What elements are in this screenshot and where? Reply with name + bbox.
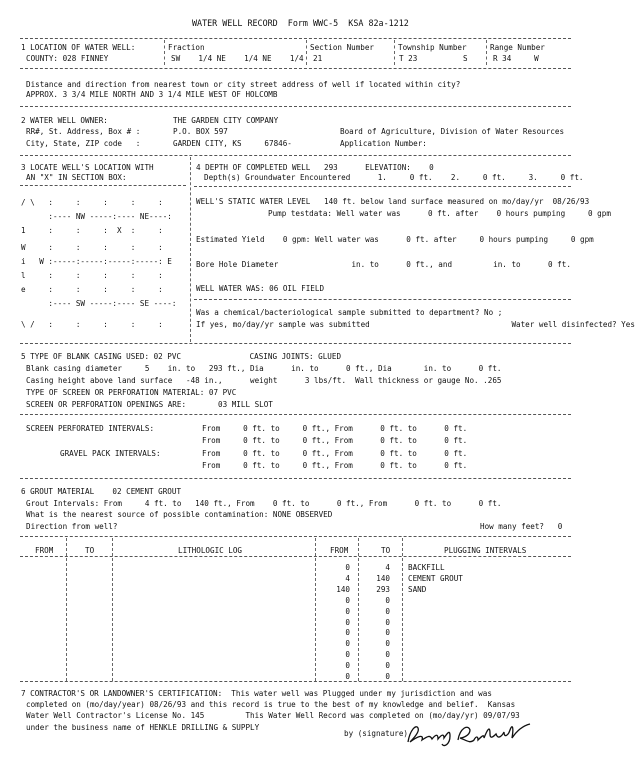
section-label: Section Number <box>310 43 375 52</box>
locate-label: 3 LOCATE WELL'S LOCATION WITH <box>21 163 154 172</box>
township-label: Township Number <box>398 43 467 52</box>
plug-row-from: 0 <box>345 650 350 659</box>
divider <box>20 414 571 415</box>
signature <box>404 720 534 750</box>
divider <box>20 681 571 682</box>
plug-row-from: 0 <box>345 618 350 627</box>
plug-row-from: 0 <box>345 563 350 572</box>
section-grid-row: l : : : : : <box>21 271 163 280</box>
plug-row-to: 0 <box>385 639 390 648</box>
chemical-sample-line: Was a chemical/bacteriological sample submitted to department? No ; <box>196 308 503 317</box>
owner-label: 2 WATER WELL OWNER: <box>21 116 108 125</box>
plug-header-intervals: PLUGGING INTERVALS <box>444 546 527 555</box>
plug-row-to: 0 <box>385 650 390 659</box>
divider <box>315 538 316 681</box>
interval-row: From 0 ft. to 0 ft., From 0 ft. to 0 ft. <box>202 461 468 470</box>
section-grid-row: :---- NW -----:---- NE----: <box>21 212 172 221</box>
plug-row-to: 0 <box>385 661 390 670</box>
yield-line: Estimated Yield 0 gpm: Well water was 0 ft. after 0 hours pumping 0 gpm <box>196 235 594 244</box>
divider <box>486 40 487 65</box>
plug-row-description: SAND <box>408 585 427 594</box>
city-value: GARDEN CITY, KS 67846- <box>173 139 292 148</box>
section-grid-row: e : : : : : <box>21 285 163 294</box>
certification-line: 7 CONTRACTOR'S OR LANDOWNER'S CERTIFICATION: This water well was Plugged under my jurisdiction and was <box>21 689 492 698</box>
divider <box>20 155 571 156</box>
divider <box>66 538 67 681</box>
plug-row-to: 140 <box>376 574 390 583</box>
plug-row-to: 4 <box>385 563 390 572</box>
signature-label: by (signature) <box>344 729 409 738</box>
plug-row-to: 0 <box>385 596 390 605</box>
section-grid-row: :---- SW -----:---- SE ----: <box>21 299 177 308</box>
certification-line: Water Well Contractor's License No. 145 This Water Well Record was completed on (mo/day/yr) 09/07/93 <box>26 711 520 720</box>
direction-line: Direction from well? <box>26 522 118 531</box>
casing-height-line: Casing height above land surface -48 in., weight 3 lbs/ft. Wall thickness or gauge No. .265 <box>26 376 502 385</box>
section-grid-row: W : : : : : <box>21 243 163 252</box>
divider <box>358 538 359 681</box>
divider <box>112 538 113 681</box>
divider <box>20 536 571 537</box>
board-label: Board of Agriculture, Division of Water Resources <box>340 127 565 136</box>
screen-intervals-label: SCREEN PERFORATED INTERVALS: <box>26 424 155 433</box>
divider <box>402 538 403 681</box>
section-grid-row: / \ : : : : : <box>21 198 163 207</box>
city-label: City, State, ZIP code : <box>26 139 141 148</box>
log-header-to: TO <box>85 546 95 555</box>
plug-row-to: 0 <box>385 607 390 616</box>
static-level-line: WELL'S STATIC WATER LEVEL 140 ft. below land surface measured on mo/day/yr 08/26/93 <box>196 197 590 206</box>
divider <box>20 68 571 69</box>
divider <box>20 556 571 557</box>
interval-row: From 0 ft. to 0 ft., From 0 ft. to 0 ft. <box>202 436 468 445</box>
divider <box>194 299 571 300</box>
plug-row-description: BACKFILL <box>408 563 445 572</box>
fraction-label: Fraction <box>168 43 205 52</box>
owner-value: THE GARDEN CITY COMPANY <box>173 116 279 125</box>
county-value: COUNTY: 028 FINNEY <box>26 54 109 63</box>
well-use-line: WELL WATER WAS: 06 OIL FIELD <box>196 284 325 293</box>
openings-line: SCREEN OR PERFORATION OPENINGS ARE: 03 MILL SLOT <box>26 400 273 409</box>
plug-header-from: FROM <box>330 546 349 555</box>
address-label: RR#, St. Address, Box # : <box>26 127 141 136</box>
range-label: Range Number <box>490 43 545 52</box>
chemical-sample-line-2: If yes, mo/day/yr sample was submitted Water well disinfected? Yes <box>196 320 635 329</box>
locate-label-2: AN "X" IN SECTION BOX: <box>26 173 127 182</box>
plug-row-from: 0 <box>345 596 350 605</box>
divider <box>190 157 191 342</box>
grout-material-line: 6 GROUT MATERIAL 02 CEMENT GROUT <box>21 487 182 496</box>
divider <box>20 106 571 107</box>
gravel-intervals-label: GRAVEL PACK INTERVALS: <box>60 449 161 458</box>
plug-row-from: 0 <box>345 607 350 616</box>
plug-header-to: TO <box>381 546 391 555</box>
plug-row-from: 0 <box>345 672 350 681</box>
divider <box>164 40 165 65</box>
log-header-lithologic: LITHOLOGIC LOG <box>178 546 243 555</box>
depth-line: 4 DEPTH OF COMPLETED WELL 293 ELEVATION: 0 <box>196 163 434 172</box>
plug-row-to: 0 <box>385 618 390 627</box>
divider <box>20 478 571 479</box>
address-value: P.O. BOX 597 <box>173 127 228 136</box>
plug-row-from: 0 <box>345 661 350 670</box>
bore-line: Bore Hole Diameter in. to 0 ft., and in. to 0 ft. <box>196 260 571 269</box>
form-title: WATER WELL RECORD Form WWC-5 KSA 82a-1212 <box>192 18 409 28</box>
divider <box>394 40 395 65</box>
contamination-line: What is the nearest source of possible contamination: NONE OBSERVED <box>26 510 333 519</box>
divider <box>20 38 571 39</box>
certification-line: under the business name of HENKLE DRILLING & SUPPLY <box>26 723 260 732</box>
plug-row-from: 140 <box>336 585 350 594</box>
distance-value: APPROX. 3 3/4 MILE NORTH AND 3 1/4 MILE WEST OF HOLCOMB <box>26 90 278 99</box>
distance-label: Distance and direction from nearest town or city street address of well if located within city? <box>26 80 461 89</box>
plug-row-from: 0 <box>345 628 350 637</box>
plug-row-from: 0 <box>345 639 350 648</box>
grout-intervals-line: Grout Intervals: From 4 ft. to 140 ft., From 0 ft. to 0 ft., From 0 ft. to 0 ft. <box>26 499 502 508</box>
plug-row-to: 0 <box>385 672 390 681</box>
application-number-label: Application Number: <box>340 139 427 148</box>
divider <box>306 40 307 65</box>
certification-line: completed on (mo/day/year) 08/26/93 and this record is true to the best of my knowledge and belief. Kansas <box>26 700 516 709</box>
groundwater-line: Depth(s) Groundwater Encountered 1. 0 ft. 2. 0 ft. 3. 0 ft. <box>204 173 584 182</box>
pump-test-line: Pump testdata: Well water was 0 ft. after 0 hours pumping 0 gpm <box>268 209 611 218</box>
range-value: R 34 W <box>493 54 539 63</box>
divider <box>20 343 571 344</box>
plug-row-to: 0 <box>385 628 390 637</box>
section-grid-row: \ / : : : : : <box>21 320 163 329</box>
plug-row-description: CEMENT GROUT <box>408 574 463 583</box>
screen-type-line: TYPE OF SCREEN OR PERFORATION MATERIAL: 07 PVC <box>26 388 237 397</box>
divider <box>20 185 186 186</box>
section-value: 21 <box>313 54 323 63</box>
section-grid-row: i W :-----:-----:-----:-----: E <box>21 257 172 266</box>
interval-row: From 0 ft. to 0 ft., From 0 ft. to 0 ft. <box>202 449 468 458</box>
divider <box>194 186 571 187</box>
plug-row-from: 4 <box>345 574 350 583</box>
how-many-feet: How many feet? 0 <box>480 522 563 531</box>
casing-type-line: 5 TYPE OF BLANK CASING USED: 02 PVC CASING JOINTS: GLUED <box>21 352 342 361</box>
blank-casing-line: Blank casing diameter 5 in. to 293 ft., Dia in. to 0 ft., Dia in. to 0 ft. <box>26 364 502 373</box>
plug-row-to: 293 <box>376 585 390 594</box>
log-header-from: FROM <box>35 546 54 555</box>
section-grid-row: 1 : : : X : : <box>21 226 163 235</box>
interval-row: From 0 ft. to 0 ft., From 0 ft. to 0 ft. <box>202 424 468 433</box>
township-value: T 23 S <box>399 54 468 63</box>
fraction-value: SW 1/4 NE 1/4 NE 1/4 <box>171 54 304 63</box>
location-label: 1 LOCATION OF WATER WELL: <box>21 43 136 52</box>
